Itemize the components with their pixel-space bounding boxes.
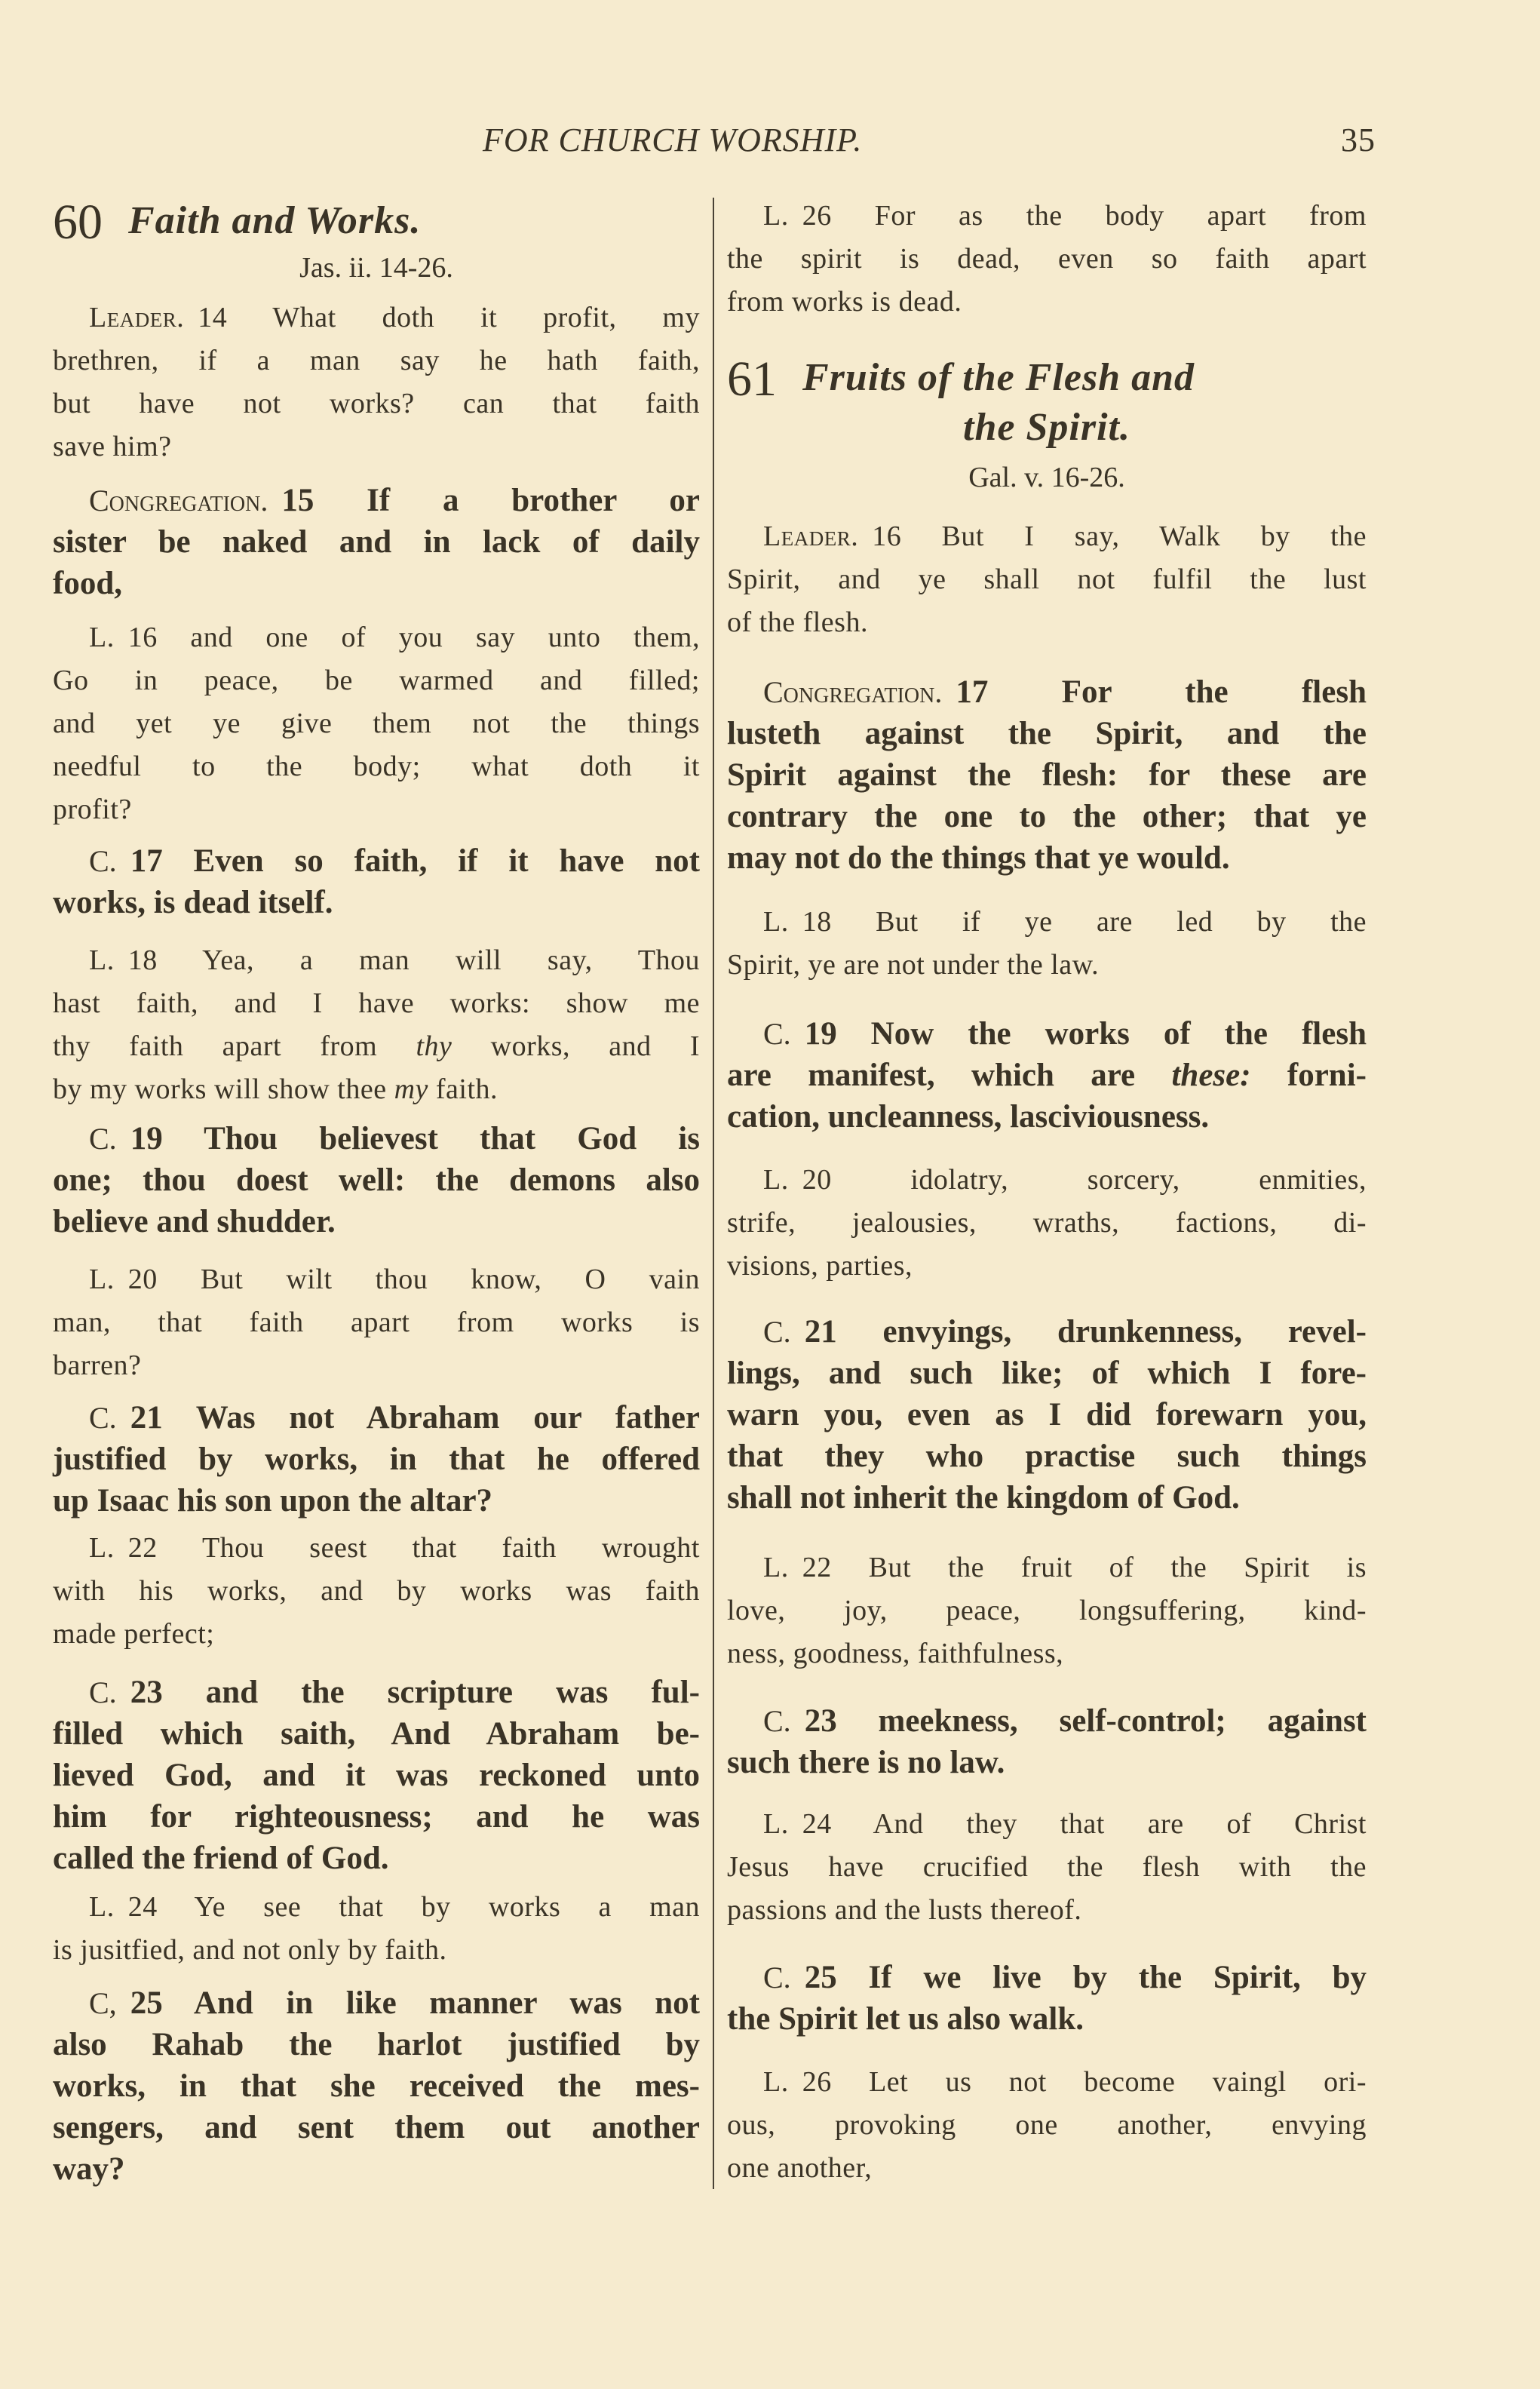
- speaker-label: C.: [763, 1704, 791, 1738]
- line-text: 26 Let us not become vaingl ori-: [802, 2066, 1367, 2098]
- line-text: save him?: [53, 431, 172, 462]
- text-line: [53, 1886, 700, 1929]
- text-line: [53, 882, 700, 923]
- line-text: such there is no law.: [727, 1745, 1005, 1780]
- leader-reading: [53, 1258, 700, 1387]
- text-segment: faith.: [428, 1073, 499, 1105]
- speaker-label: C.: [89, 844, 117, 878]
- line-text: him for righteousness; and he was: [53, 1799, 700, 1835]
- leader-reading: [727, 515, 1367, 644]
- text-line: [727, 713, 1367, 754]
- text-line: [53, 2024, 700, 2065]
- italic-word: these:: [1171, 1058, 1251, 1093]
- speaker-label: L.: [763, 2066, 789, 2098]
- text-line: [727, 1159, 1367, 1202]
- line-text: also Rahab the harlot justified by: [53, 2027, 700, 2062]
- line-text: cation, uncleanness, lasciviousness.: [727, 1099, 1210, 1135]
- speaker-label: L.: [763, 1552, 789, 1583]
- leader-reading: [53, 1886, 700, 1972]
- text-line: [727, 1477, 1367, 1518]
- text-line: [53, 1258, 700, 1301]
- scripture-reference: Jas. ii. 14-26.: [299, 252, 453, 284]
- congregation-response: [53, 1397, 700, 1522]
- selection-heading: [727, 353, 1367, 453]
- line-text: hast faith, and I have works: show me: [53, 987, 700, 1019]
- text-line: [727, 754, 1367, 796]
- text-line: [727, 901, 1367, 944]
- line-text: 21 Was not Abraham our father: [130, 1400, 700, 1436]
- text-line: [727, 1889, 1367, 1932]
- text-line: [727, 1589, 1367, 1632]
- selection-number: 61: [727, 352, 777, 407]
- text-line: [727, 1353, 1367, 1394]
- text-line: [727, 1245, 1367, 1288]
- line-text: 24 And they that are of Christ: [802, 1808, 1367, 1840]
- text-line: [53, 788, 700, 831]
- congregation-response: [727, 671, 1367, 879]
- running-header: FOR CHURCH WORSHIP.: [483, 121, 863, 158]
- text-line: [53, 1201, 700, 1242]
- speaker-label: Leader.: [763, 520, 859, 552]
- text-line: [53, 2148, 700, 2190]
- leader-reading: [53, 616, 700, 831]
- line-text: one another,: [727, 2152, 873, 2184]
- line-text: shall not inherit the kingdom of God.: [727, 1480, 1240, 1515]
- line-text: way?: [53, 2151, 125, 2187]
- line-text: lusteth against the Spirit, and the: [727, 716, 1367, 751]
- line-text: works, in that she received the mes-: [53, 2068, 700, 2104]
- text-line: [53, 2107, 700, 2148]
- text-line: [727, 796, 1367, 837]
- text-line: [53, 521, 700, 563]
- text-line: [727, 671, 1367, 713]
- line-text: warn you, even as I did forewarn you,: [727, 1397, 1367, 1432]
- congregation-response: [53, 480, 700, 604]
- congregation-response: [727, 1700, 1367, 1783]
- speaker-label: C.: [89, 1122, 117, 1156]
- line-text: man, that faith apart from works is: [53, 1307, 700, 1338]
- text-segment: by my works will show thee: [53, 1073, 394, 1105]
- line-text: 26 For as the body apart from: [802, 200, 1367, 232]
- scripture-reference: Gal. v. 16-26.: [968, 462, 1125, 493]
- text-line: [53, 1480, 700, 1522]
- line-text: 20 But wilt thou know, O vain: [127, 1264, 700, 1295]
- leader-reading: [727, 901, 1367, 987]
- line-text: 19 Now the works of the flesh: [804, 1016, 1367, 1052]
- text-line: [727, 1803, 1367, 1846]
- text-line: [727, 1311, 1367, 1353]
- text-line: [727, 1096, 1367, 1138]
- text-line: [53, 1068, 700, 1111]
- line-text: the spirit is dead, even so faith apart: [727, 243, 1367, 275]
- text-line: [53, 1672, 700, 1713]
- congregation-response: [53, 840, 700, 923]
- speaker-label: L.: [763, 200, 789, 232]
- text-line: [727, 1632, 1367, 1675]
- line-text: food,: [53, 566, 122, 601]
- text-line: [53, 702, 700, 745]
- leader-reading: [727, 195, 1367, 324]
- selection-number: 60: [53, 195, 103, 250]
- text-line: [727, 281, 1367, 324]
- text-line: [727, 1013, 1367, 1055]
- line-text: believe and shudder.: [53, 1204, 336, 1239]
- text-segment: thy faith apart from: [53, 1030, 416, 1062]
- text-line: [53, 563, 700, 604]
- selection-title: the Spirit.: [963, 406, 1130, 449]
- congregation-response: [53, 1672, 700, 1879]
- line-text: may not do the things that ye would.: [727, 840, 1230, 876]
- line-text: 22 But the fruit of the Spirit is: [802, 1552, 1367, 1583]
- line-text: one; thou doest well: the demons also: [53, 1162, 700, 1198]
- leader-reading: [727, 1546, 1367, 1675]
- congregation-response: [53, 1982, 700, 2190]
- line-text: the Spirit let us also walk.: [727, 2001, 1084, 2037]
- text-line: [53, 1838, 700, 1879]
- line-text: Jesus have crucified the flesh with the: [727, 1851, 1367, 1883]
- speaker-label: L.: [89, 1264, 115, 1295]
- text-line: [53, 1301, 700, 1344]
- line-text: from works is dead.: [727, 286, 962, 318]
- text-line: [727, 195, 1367, 238]
- line-text: 22 Thou seest that faith wrought: [127, 1532, 700, 1564]
- speaker-label: Congregation.: [763, 675, 943, 709]
- text-line: [53, 745, 700, 788]
- line-text: Go in peace, be warmed and filled;: [53, 665, 700, 696]
- text-line: [727, 837, 1367, 879]
- text-line: [727, 1394, 1367, 1436]
- speaker-label: C.: [763, 1961, 791, 1994]
- selection-title: Fruits of the Flesh and: [802, 356, 1195, 399]
- text-line: [53, 1982, 700, 2024]
- speaker-label: C.: [763, 1017, 791, 1051]
- text-line: [53, 939, 700, 982]
- leader-reading: [53, 296, 700, 468]
- text-line: [53, 1025, 700, 1068]
- leader-reading: [53, 939, 700, 1111]
- text-line: [53, 1159, 700, 1201]
- text-segment: works, and I: [452, 1030, 700, 1062]
- text-line: [727, 1202, 1367, 1245]
- selection-title: Faith and Works.: [128, 199, 422, 242]
- speaker-label: C.: [763, 1315, 791, 1349]
- line-text: filled which saith, And Abraham be-: [53, 1716, 700, 1752]
- speaker-label: C,: [89, 1986, 117, 2020]
- text-line: [727, 2147, 1367, 2190]
- line-text: 17 Even so faith, if it have not: [130, 843, 700, 879]
- line-text: 19 Thou believest that God is: [130, 1121, 700, 1156]
- line-text: 25 And in like manner was not: [130, 1985, 700, 2021]
- line-text: barren?: [53, 1350, 142, 1381]
- text-line: [727, 1700, 1367, 1742]
- speaker-label: L.: [763, 1164, 789, 1196]
- leader-reading: [53, 1527, 700, 1656]
- text-line: [727, 1957, 1367, 1998]
- text-line: [727, 944, 1367, 987]
- leader-reading: [727, 1159, 1367, 1288]
- line-text: brethren, if a man say he hath faith,: [53, 345, 700, 376]
- text-line: [53, 616, 700, 659]
- line-text: ous, provoking one another, envying: [727, 2109, 1367, 2141]
- line-text: justified by works, in that he offered: [53, 1442, 700, 1477]
- line-text: 15 If a brother or: [281, 483, 700, 518]
- congregation-response: [727, 1957, 1367, 2040]
- text-line: [727, 1998, 1367, 2040]
- text-line: [727, 1742, 1367, 1783]
- line-text: of the flesh.: [727, 606, 868, 638]
- line-text: that they who practise such things: [727, 1439, 1367, 1474]
- speaker-label: Leader.: [89, 302, 185, 333]
- speaker-label: C.: [89, 1401, 117, 1435]
- line-text: Spirit, and ye shall not fulfil the lust: [727, 563, 1367, 595]
- text-line: [53, 1796, 700, 1838]
- line-text: 18 Yea, a man will say, Thou: [127, 944, 700, 976]
- text-line: [53, 1118, 700, 1159]
- line-text: visions, parties,: [727, 1250, 913, 1282]
- line-text: 16 But I say, Walk by the: [872, 520, 1367, 552]
- line-text: strife, jealousies, wraths, factions, di-: [727, 1207, 1367, 1239]
- text-line: [53, 1755, 700, 1796]
- line-text: is jusitfied, and not only by faith.: [53, 1934, 447, 1966]
- column-divider: [713, 198, 714, 2189]
- text-line: [727, 558, 1367, 601]
- leader-reading: [727, 2061, 1367, 2190]
- line-text: sengers, and sent them out another: [53, 2110, 700, 2145]
- line-text: passions and the lusts thereof.: [727, 1894, 1082, 1926]
- speaker-label: L.: [89, 1532, 115, 1564]
- text-line: [53, 382, 700, 425]
- speaker-label: Congregation.: [89, 484, 268, 517]
- text-line: [53, 425, 700, 468]
- text-segment: are manifest, which are: [727, 1058, 1172, 1093]
- line-text: made perfect;: [53, 1618, 215, 1650]
- line-text: sister be naked and in lack of daily: [53, 524, 700, 560]
- text-line: [53, 1439, 700, 1480]
- text-line: [53, 1397, 700, 1439]
- selection-heading: [53, 195, 700, 250]
- line-text: and yet ye give them not the things: [53, 708, 700, 739]
- speaker-label: L.: [89, 622, 115, 653]
- text-segment: forni-: [1250, 1058, 1367, 1093]
- speaker-label: C.: [89, 1675, 117, 1709]
- line-text: profit?: [53, 794, 132, 825]
- text-line: [727, 2061, 1367, 2104]
- speaker-label: L.: [89, 1891, 115, 1923]
- text-line: [727, 238, 1367, 281]
- line-text: with his works, and by works was faith: [53, 1575, 700, 1607]
- line-text: 24 Ye see that by works a man: [127, 1891, 700, 1923]
- text-line: [53, 1570, 700, 1613]
- text-line: [727, 1546, 1367, 1589]
- text-line: [53, 982, 700, 1025]
- line-text: up Isaac his son upon the altar?: [53, 1483, 493, 1518]
- line-text: contrary the one to the other; that ye: [727, 799, 1367, 834]
- text-line: [727, 601, 1367, 644]
- line-text: Spirit, ye are not under the law.: [727, 949, 1100, 981]
- line-text: 23 meekness, self-control; against: [804, 1703, 1367, 1739]
- line-text: needful to the body; what doth it: [53, 751, 700, 782]
- text-line: [727, 515, 1367, 558]
- text-line: [53, 1344, 700, 1387]
- text-line: [53, 1613, 700, 1656]
- text-line: [53, 1527, 700, 1570]
- text-line: [53, 1713, 700, 1755]
- line-text: Spirit against the flesh: for these are: [727, 757, 1367, 793]
- line-text: 25 If we live by the Spirit, by: [804, 1960, 1367, 1995]
- speaker-label: L.: [89, 944, 115, 976]
- text-line: [53, 840, 700, 882]
- line-text: works, is dead itself.: [53, 885, 333, 920]
- congregation-response: [727, 1013, 1367, 1138]
- text-line: [727, 2104, 1367, 2147]
- line-text: 14 What doth it profit, my: [198, 302, 700, 333]
- text-line: [53, 480, 700, 521]
- text-line: [53, 296, 700, 339]
- line-text: 21 envyings, drunkenness, revel-: [804, 1314, 1367, 1350]
- speaker-label: L.: [763, 1808, 789, 1840]
- line-text: 17 For the flesh: [956, 674, 1367, 710]
- text-line: [53, 2065, 700, 2107]
- line-text: but have not works? can that faith: [53, 388, 700, 419]
- line-text: called the friend of God.: [53, 1841, 389, 1876]
- line-text: 23 and the scripture was ful-: [130, 1675, 700, 1710]
- line-text: lieved God, and it was reckoned unto: [53, 1758, 700, 1793]
- line-text: 18 But if ye are led by the: [802, 906, 1367, 938]
- line-text: ness, goodness, faithfulness,: [727, 1638, 1064, 1669]
- line-text: love, joy, peace, longsuffering, kind-: [727, 1595, 1367, 1626]
- text-line: [727, 1846, 1367, 1889]
- line-text: lings, and such like; of which I fore-: [727, 1356, 1367, 1391]
- text-line: [53, 659, 700, 702]
- congregation-response: [53, 1118, 700, 1242]
- speaker-label: L.: [763, 906, 789, 938]
- leader-reading: [727, 1803, 1367, 1932]
- text-line: [53, 1929, 700, 1972]
- italic-word: my: [394, 1073, 428, 1105]
- congregation-response: [727, 1311, 1367, 1518]
- text-line: [727, 1055, 1367, 1096]
- text-line: [727, 1436, 1367, 1477]
- page-number: 35: [1341, 121, 1376, 158]
- line-text: 16 and one of you say unto them,: [127, 622, 700, 653]
- text-line: [53, 339, 700, 382]
- line-text: 20 idolatry, sorcery, enmities,: [802, 1164, 1367, 1196]
- italic-word: thy: [416, 1030, 452, 1062]
